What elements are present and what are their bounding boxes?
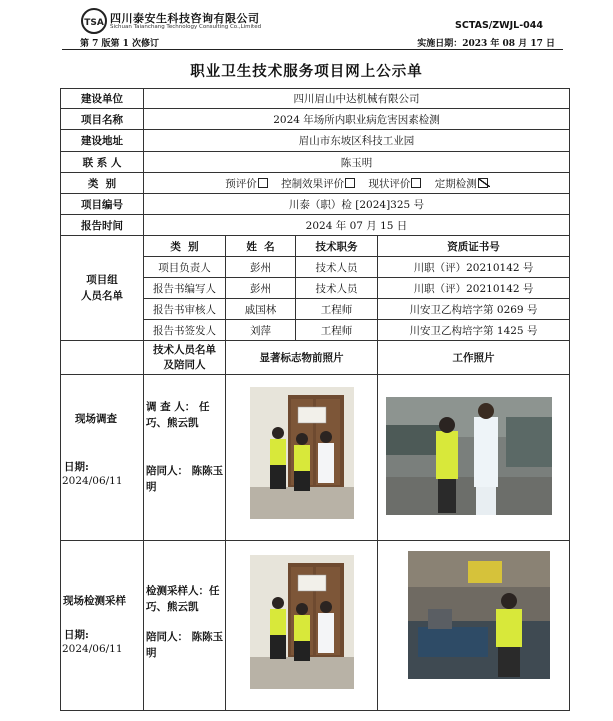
- row-project-name: [61, 109, 570, 130]
- label-unit: 建设单位: [61, 89, 144, 109]
- team-header-row: [61, 236, 570, 257]
- svg-text:TSA: TSA: [84, 18, 104, 28]
- label-address: 建设地址: [61, 130, 144, 152]
- page-title: 职业卫生技术服务项目网上公示单: [190, 63, 423, 80]
- checkbox-control-effect[interactable]: [345, 178, 355, 188]
- label-contact: 联 系 人: [61, 152, 144, 173]
- sampling-landmark-cell: [226, 541, 378, 711]
- sampling-row: [61, 541, 570, 711]
- member-cert: 川安卫乙构培字第 1425 号: [378, 320, 570, 341]
- member-name: 刘萍: [226, 320, 296, 341]
- member-role: 报告书审核人: [144, 299, 226, 320]
- member-name: 戚国林: [226, 299, 296, 320]
- value-unit: 四川眉山中达机械有限公司: [144, 89, 570, 109]
- row-category: [61, 173, 570, 194]
- header-divider: [62, 49, 563, 50]
- photo-header-blank: [61, 341, 144, 375]
- row-report-time: [61, 215, 570, 236]
- survey-date: 2024/06/11: [62, 475, 123, 487]
- checkbox-pre-evaluation[interactable]: [258, 178, 268, 188]
- sampling-work-cell: [378, 541, 570, 711]
- member-role: 报告书签发人: [144, 320, 226, 341]
- survey-date-label: 日期:: [64, 461, 89, 473]
- team-header-role: 类 别: [144, 236, 226, 257]
- member-name: 彭州: [226, 257, 296, 278]
- value-report-time: 2024 年 07 月 15 日: [144, 215, 570, 236]
- member-title: 工程师: [296, 320, 378, 341]
- member-title: 技术人员: [296, 257, 378, 278]
- sampling-label-cell: [61, 541, 144, 711]
- sampling-staff: 检测采样人：任巧、熊云凯: [146, 585, 220, 613]
- label-project-no: 项目编号: [61, 194, 144, 215]
- sampling-label: 现场检测采样: [63, 595, 126, 607]
- option-periodic-test[interactable]: 定期检测: [435, 178, 488, 190]
- member-title: 工程师: [296, 299, 378, 320]
- team-header-cert: 资质证书号: [378, 236, 570, 257]
- sampling-landmark-photo: [250, 555, 354, 689]
- option-pre-evaluation[interactable]: 预评价: [225, 178, 268, 190]
- sampling-date-label: 日期:: [64, 629, 89, 641]
- survey-row: [61, 375, 570, 541]
- label-project-name: 项目名称: [61, 109, 144, 130]
- header-landmark-photo: 显著标志物前照片: [226, 341, 378, 375]
- survey-staff: 调 查 人： 任巧、熊云凯: [146, 401, 210, 429]
- label-report-time: 报告时间: [61, 215, 144, 236]
- info-table: [60, 88, 570, 711]
- survey-label-cell: [61, 375, 144, 541]
- survey-landmark-photo: [250, 387, 354, 519]
- sampling-staff-cell: [144, 541, 226, 711]
- sampling-accompany: 陪同人： 陈陈玉明: [146, 631, 224, 659]
- checkbox-status-evaluation[interactable]: [411, 178, 421, 188]
- survey-accompany: 陪同人： 陈陈玉明: [146, 465, 224, 493]
- row-project-no: [61, 194, 570, 215]
- header-staff: 技术人员名单 及陪同人: [144, 341, 226, 375]
- row-unit: [61, 89, 570, 109]
- sampling-date: 2024/06/11: [62, 643, 123, 655]
- value-project-name: 2024 年场所内职业病危害因素检测: [144, 109, 570, 130]
- category-options: [144, 173, 570, 194]
- label-team: 项目组 人员名单: [61, 236, 144, 341]
- member-cert: 川安卫乙构培字第 0269 号: [378, 299, 570, 320]
- header-work-photo: 工作照片: [378, 341, 570, 375]
- row-address: [61, 130, 570, 152]
- document-number: SCTAS/ZWJL-044: [455, 20, 543, 31]
- option-control-effect[interactable]: 控制效果评价: [281, 178, 355, 190]
- label-category: 类 别: [61, 173, 144, 194]
- company-name: 四川泰安生科技咨询有限公司: [110, 12, 260, 25]
- value-address: 眉山市东坡区科技工业园: [144, 130, 570, 152]
- row-contact: [61, 152, 570, 173]
- team-header-name: 姓 名: [226, 236, 296, 257]
- value-project-no: 川泰（职）检 [2024]325 号: [144, 194, 570, 215]
- checkbox-periodic-test[interactable]: [478, 178, 488, 188]
- company-logo-icon: [80, 7, 108, 35]
- member-title: 技术人员: [296, 278, 378, 299]
- edition-label: 第 7 版第 1 次修订: [80, 39, 160, 49]
- survey-landmark-cell: [226, 375, 378, 541]
- value-contact: 陈玉明: [144, 152, 570, 173]
- sampling-work-photo: [408, 551, 550, 679]
- photo-header-row: [61, 341, 570, 375]
- team-header-title: 技术职务: [296, 236, 378, 257]
- member-role: 项目负责人: [144, 257, 226, 278]
- company-name-en: Sichuan Taianchang Technology Consulting Co.,Limited: [110, 24, 262, 30]
- implement-date: 实施日期：2023 年 08 月 17 日: [417, 39, 555, 49]
- option-status-evaluation[interactable]: 现状评价: [368, 178, 421, 190]
- survey-work-cell: [378, 375, 570, 541]
- member-role: 报告书编写人: [144, 278, 226, 299]
- member-cert: 川职（评）20210142 号: [378, 257, 570, 278]
- member-name: 彭州: [226, 278, 296, 299]
- survey-label: 现场调查: [75, 413, 117, 425]
- member-cert: 川职（评）20210142 号: [378, 278, 570, 299]
- survey-staff-cell: [144, 375, 226, 541]
- survey-work-photo: [386, 397, 552, 515]
